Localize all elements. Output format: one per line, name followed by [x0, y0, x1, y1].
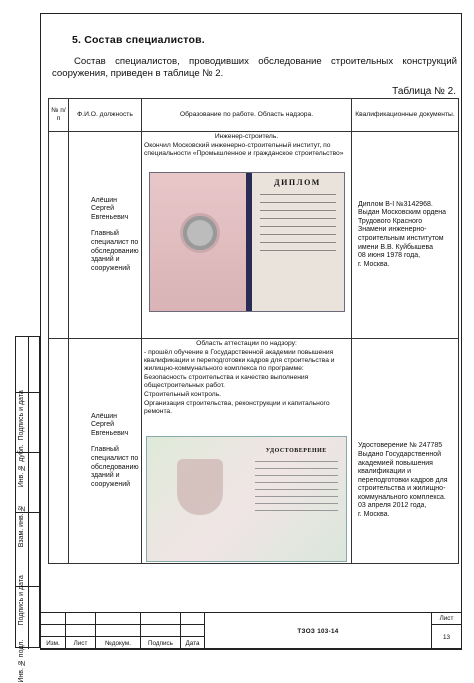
strip-dup-inv: Инв. № дубл. — [18, 443, 25, 487]
sheet-label: Лист — [432, 613, 462, 625]
row-name: Алёшин Сергей Евгеньевич Главный специалист по обследованию зданий и сооружений — [69, 132, 142, 339]
row-education: Инженер-строитель. Окончил Московский инженерно-строительный институт, по специальности «Промышленное и гражданское строительство» ДИПЛОМ — [142, 132, 352, 339]
emblem-icon — [177, 459, 223, 515]
col-doc-num: №докум. — [96, 637, 141, 650]
row-num — [49, 339, 69, 564]
header-name: Ф.И.О. должность — [69, 99, 142, 132]
strip-orig-inv: Инв. № подл. — [18, 639, 25, 683]
col-change: Изм. — [41, 637, 66, 650]
diploma-title: ДИПЛОМ — [274, 178, 321, 187]
binding-strip — [15, 336, 40, 683]
header-num: № п/п — [49, 99, 69, 132]
header-education: Образование по работе. Область надзора. — [142, 99, 352, 132]
section-heading: 5. Состав специалистов. — [72, 34, 205, 46]
diploma-image — [149, 172, 345, 312]
row-name: Алёшин Сергей Евгеньевич Главный специалист по обследованию зданий и сооружений — [69, 339, 142, 564]
table-row — [49, 132, 459, 339]
strip-sign-date-2: Подпись и дата — [18, 574, 25, 626]
table-header-row — [49, 99, 459, 132]
row-qualification: Диплом В-I №3142968. Выдан Московским ордена Трудового Красного Знамени инженерно- строительным институтом имени В.В. Куйбышева 08 июня 1978 года, г. Москва. — [352, 132, 459, 339]
row-qualification: Удостоверение № 247785 Выдано Государственной академией повышения квалификации и переподготовки кадров для строительства и жилищно- коммунального комплекса. 03 апреля 2012 года, г. Москва. — [352, 339, 459, 564]
col-date: Дата — [181, 637, 205, 650]
header-qualification: Квалификационные документы. — [352, 99, 459, 132]
row-education: Область аттестации по надзору: - прошёл обучение в Государственной академии повышения квалификации и переподготовки кадров для строительства и жилищно-коммунального комплекса по программе: Безопасность строительства и качество выполнения общестроительных работ. Строительный контроль. Организация строительства, реконструкции и капитального ремонта. УДОСТОВЕРЕНИЕ — [142, 339, 352, 564]
row-num — [49, 132, 69, 339]
col-signature: Подпись — [141, 637, 181, 650]
document-code: ТЗОЗ 103-14 — [205, 613, 432, 650]
col-sheet: Лист — [66, 637, 96, 650]
sheet-number: 13 — [432, 625, 462, 650]
specialists-table — [48, 98, 459, 564]
certificate-image — [146, 436, 347, 562]
intro-paragraph: Состав специалистов, проводивших обследование строительных конструкций сооружения, приведен в таблице № 2. — [52, 56, 457, 79]
table-caption: Таблица № 2. — [392, 86, 456, 97]
table-row — [49, 339, 459, 564]
strip-replace-inv: Взам. инв. № — [18, 503, 25, 547]
emblem-icon — [180, 213, 220, 253]
strip-sign-date: Подпись и дата — [18, 389, 25, 441]
title-block — [40, 612, 462, 649]
certificate-title: УДОСТОВЕРЕНИЕ — [265, 448, 327, 454]
